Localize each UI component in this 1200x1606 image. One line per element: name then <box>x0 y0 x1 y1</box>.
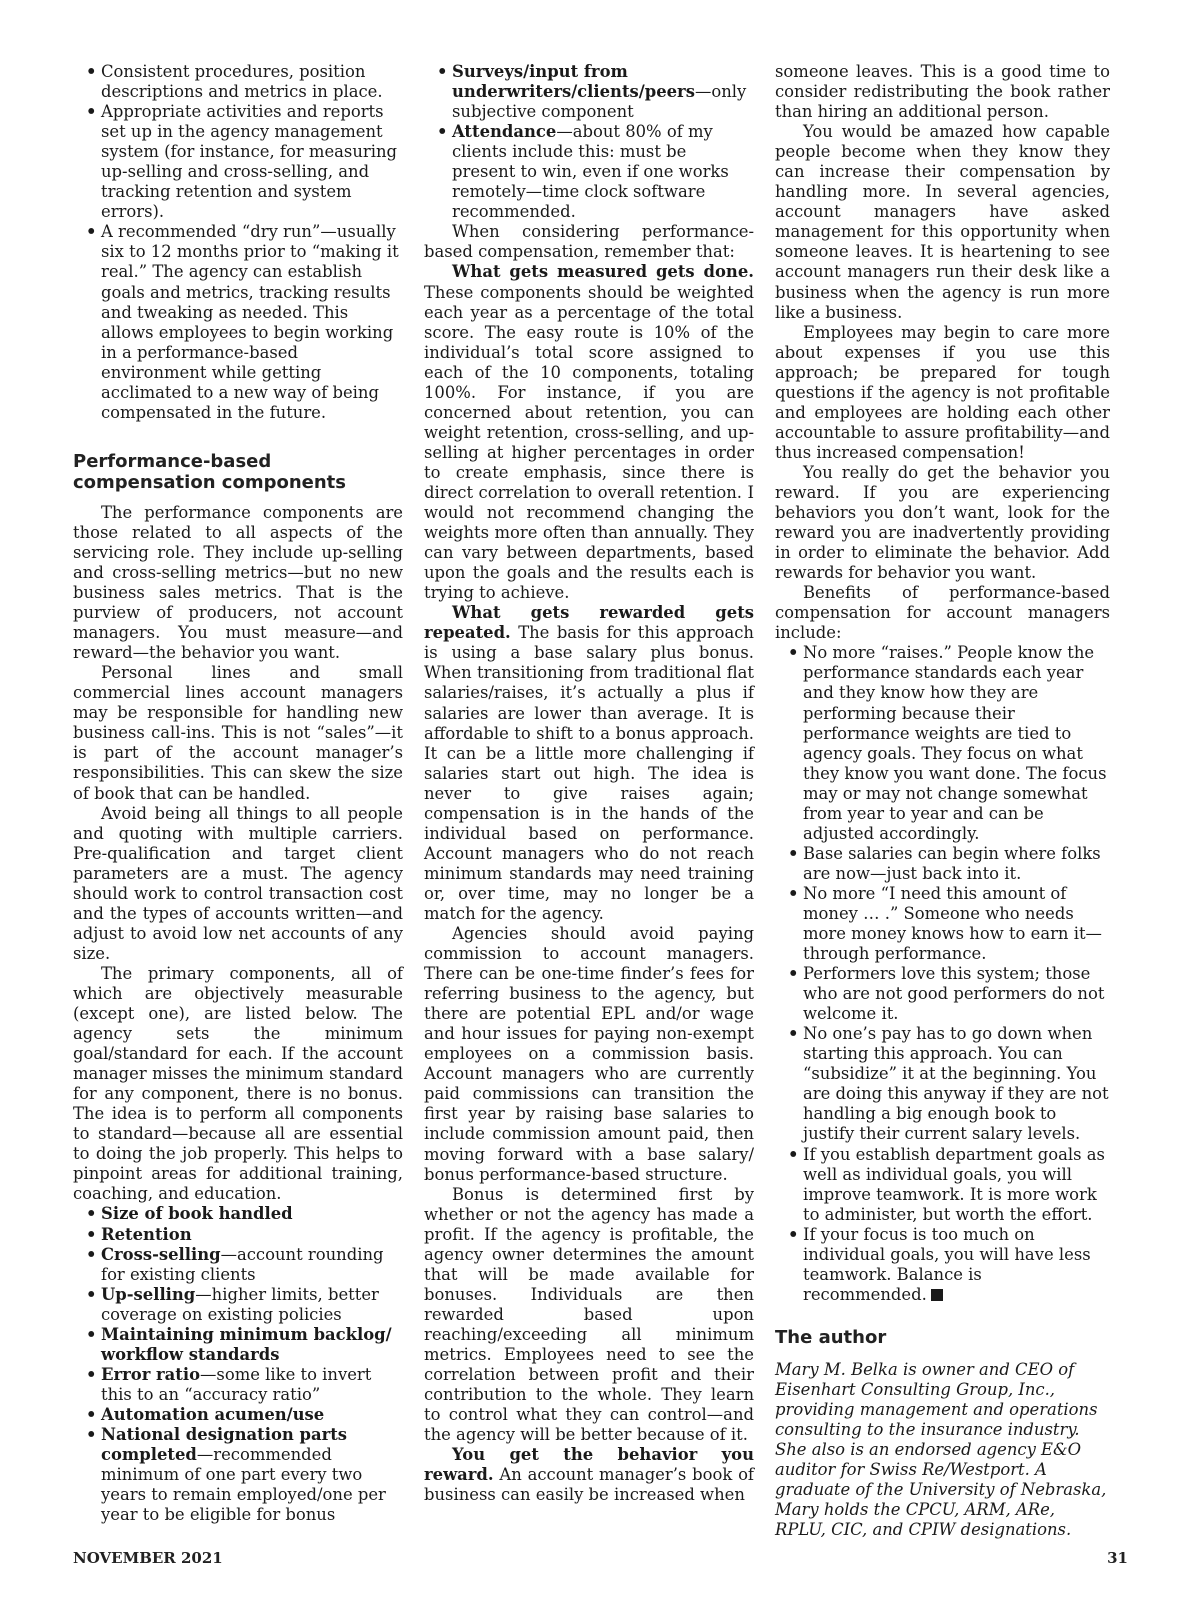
component-detail: —higher limits, better coverage on existing policies <box>101 1284 379 1324</box>
requirements-list <box>73 62 403 423</box>
list-item <box>73 1425 403 1525</box>
component-detail: —about 80% of my clients include this: must be present to win, even if one works remotely—time clock software recommended. <box>452 122 729 222</box>
paragraph: You would be amazed how capable people become when they know they can increase their compensation by handling more. In several agencies, account managers have asked management for this opportunity when someone leaves. It is heartening to see account managers run their desk like a business when the agency is run more like a business. <box>775 122 1110 322</box>
run-in-heading: What gets rewarded gets repeated. <box>424 603 754 643</box>
author-heading: The author <box>775 1326 887 1348</box>
component-name: Maintaining minimum backlog/ workflow standards <box>101 1324 392 1364</box>
run-in-heading: What gets measured gets done. <box>452 262 754 282</box>
paragraph-text: The basis for this approach is using a base salary plus bonus. When transitioning from traditional flat salaries/raises, it’s actually a plus if salaries are lower than average. It is affordable to shift to a bonus approach. It can be a little more challenging if salaries start out high. The idea is never to give raises again; compensation is in the hands of the individual based on performance. Account managers who do not reach minimum standards may need training or, over time, may no longer be a match for the agency. <box>424 623 754 923</box>
paragraph-text: An account manager’s book of business can easily be increased when <box>424 1465 754 1505</box>
paragraph: Bonus is determined first by whether or not the agency has made a profit. If the agency is profitable, the agency owner determines the amount that will be made available for bonuses. Individuals are then rewarded based upon reaching/exceeding all minimum metrics. Employees need to see the correlation between profit and their contribution to the whole. They learn to control what they can control—and the agency will be better because of it. <box>424 1184 754 1445</box>
list-item <box>775 1225 1110 1305</box>
paragraph: someone leaves. This is a good time to consider redistributing the book rather than hiring an additional person. <box>775 62 1110 122</box>
run-in-heading: You get the behavior you reward. <box>424 1445 754 1485</box>
component-detail: —some like to invert this to an “accuracy ratio” <box>101 1364 372 1404</box>
paragraph: The performance components are those related to all aspects of the servicing role. They include up-selling and cross-selling metrics—but no new business sales metrics. That is the purview of producers, not account managers. You must measure—and reward—the behavior you want. <box>73 502 403 663</box>
column-2 <box>424 62 754 1505</box>
paragraph <box>424 262 754 603</box>
column-1 <box>73 62 403 1525</box>
list-item <box>73 1245 403 1285</box>
paragraph: Agencies should avoid paying commission to account managers. There can be one-time finder’s fees for referring business to the agency, but there are potential EPL and/or wage and hour issues for paying non-exempt employees on a commission basis. Account managers who are currently paid commissions can transition the first year by raising base salaries to include commission amount paid, then moving forward with a base salary/ bonus performance-based structure. <box>424 924 754 1184</box>
author-bio: Mary M. Belka is owner and CEO of Eisenhart Consulting Group, Inc., providing management and operations consulting to the insurance industry. She also is an endorsed agency E&O auditor for Swiss Re/Westport. A graduate of the University of Nebraska, Mary holds the CPCU, ARM, ARe, RPLU, CIC, and CPIW designations. <box>775 1359 1107 1540</box>
list-item <box>73 1405 403 1425</box>
issue-date: NOVEMBER 2021 <box>73 1549 223 1567</box>
list-item <box>73 1365 403 1405</box>
paragraph: Benefits of performance-based compensation for account managers include: <box>775 583 1110 643</box>
paragraph-text: These components should be weighted each year as a percentage of the total score. The easy route is 10% of the individual’s total score assigned to each of the 10 components, totaling 100%. For instance, if you are concerned about retention, you can weight retention, cross-selling, and up-selling at higher percentages in order to create emphasis, since there is direct correlation to overall retention. I would not recommend changing the weights more often than annually. They can vary between departments, based upon the goals and the results each is trying to achieve. <box>424 282 754 603</box>
list-item <box>73 1225 403 1245</box>
paragraph: Avoid being all things to all people and quoting with multiple carriers. Pre-qualification and target client parameters are a must. The agency should work to control transaction cost and the types of accounts written—and adjust to avoid low net accounts of any size. <box>73 803 403 963</box>
list-item: • No more “I need this amount of money … .” Someone who needs more money knows how to earn it—through performance. <box>775 884 1110 964</box>
column-3 <box>775 62 1110 1540</box>
component-name: Retention <box>101 1224 192 1244</box>
list-item: • Base salaries can begin where folks are now—just back into it. <box>775 844 1110 884</box>
list-item <box>73 1325 403 1365</box>
component-name: Automation acumen/use <box>101 1404 325 1424</box>
component-detail: —only subjective component <box>452 82 747 122</box>
section-heading: Performance-based compensation components <box>73 450 346 493</box>
list-item <box>424 122 754 222</box>
list-item: • Appropriate activities and reports set up in the agency management system (for instance, for measuring up-selling and cross-selling, and tracking retention and system errors). <box>73 102 403 222</box>
list-item: • Consistent procedures, position descriptions and metrics in place. <box>73 62 403 102</box>
components-list <box>73 1204 403 1525</box>
paragraph: Employees may begin to care more about expenses if you use this approach; be prepared for tough questions if the agency is not profitable and employees are holding each other accountable to assure profitability—and thus increased compensation! <box>775 322 1110 462</box>
end-mark-icon <box>931 1289 943 1301</box>
component-name: Up-selling <box>101 1284 196 1304</box>
list-item: • A recommended “dry run”—usually six to 12 months prior to “making it real.” The agency can establish goals and metrics, tracking results and tweaking as needed. This allows employees to begin working in a performance-based environment while getting acclimated to a new way of being compensated in the future. <box>73 222 403 422</box>
paragraph <box>424 1445 754 1505</box>
component-detail: —account rounding for existing clients <box>101 1244 384 1284</box>
component-name: Attendance <box>452 122 557 142</box>
benefits-list <box>775 643 1110 1305</box>
paragraph <box>424 603 754 924</box>
list-item <box>73 1285 403 1325</box>
paragraph: Personal lines and small commercial lines account managers may be responsible for handling new business call-ins. This is not “sales”—it is part of the account manager’s responsibilities. This can skew the size of book that can be handled. <box>73 663 403 803</box>
paragraph: The primary components, all of which are objectively measurable (except one), are listed below. The agency sets the minimum goal/standard for each. If the account manager misses the minimum standard for any component, there is no bonus. The idea is to perform all components to standard—because all are essential to doing the job properly. This helps to pinpoint areas for additional training, coaching, and education. <box>73 963 403 1204</box>
list-item <box>424 62 754 122</box>
list-item: • No one’s pay has to go down when starting this approach. You can “subsidize” it at the beginning. You are doing this anyway if they are not handling a big enough book to justify their current salary levels. <box>775 1024 1110 1144</box>
list-item <box>73 1204 403 1224</box>
list-item: • If you establish department goals as well as individual goals, you will improve teamwork. It is more work to administer, but worth the effort. <box>775 1145 1110 1225</box>
component-name: Error ratio <box>101 1364 201 1384</box>
component-detail: —recommended minimum of one part every two years to remain employed/one per year to be eligible for bonus <box>101 1445 386 1525</box>
paragraph: When considering performance-based compensation, remember that: <box>424 222 754 262</box>
list-item-text: If your focus is too much on individual goals, you will have less teamwork. Balance is recommended. <box>803 1224 1091 1304</box>
list-item: • Performers love this system; those who are not good performers do not welcome it. <box>775 964 1110 1024</box>
component-name: Surveys/input from underwriters/clients/peers <box>452 62 695 102</box>
page-number: 31 <box>1107 1549 1128 1567</box>
paragraph: You really do get the behavior you reward. If you are experiencing behaviors you don’t want, look for the reward you are inadvertently providing in order to eliminate the behavior. Add rewards for behavior you want. <box>775 462 1110 583</box>
component-name: Size of book handled <box>101 1204 293 1224</box>
component-name: National designation parts completed <box>101 1425 348 1465</box>
components-list-continued <box>424 62 754 222</box>
list-item: • No more “raises.” People know the performance standards each year and they know how they are performing because their performance weights are tied to agency goals. They focus on what they know you want done. The focus may or may not change somewhat from year to year and can be adjusted accordingly. <box>775 643 1110 843</box>
component-name: Cross-selling <box>101 1244 221 1264</box>
